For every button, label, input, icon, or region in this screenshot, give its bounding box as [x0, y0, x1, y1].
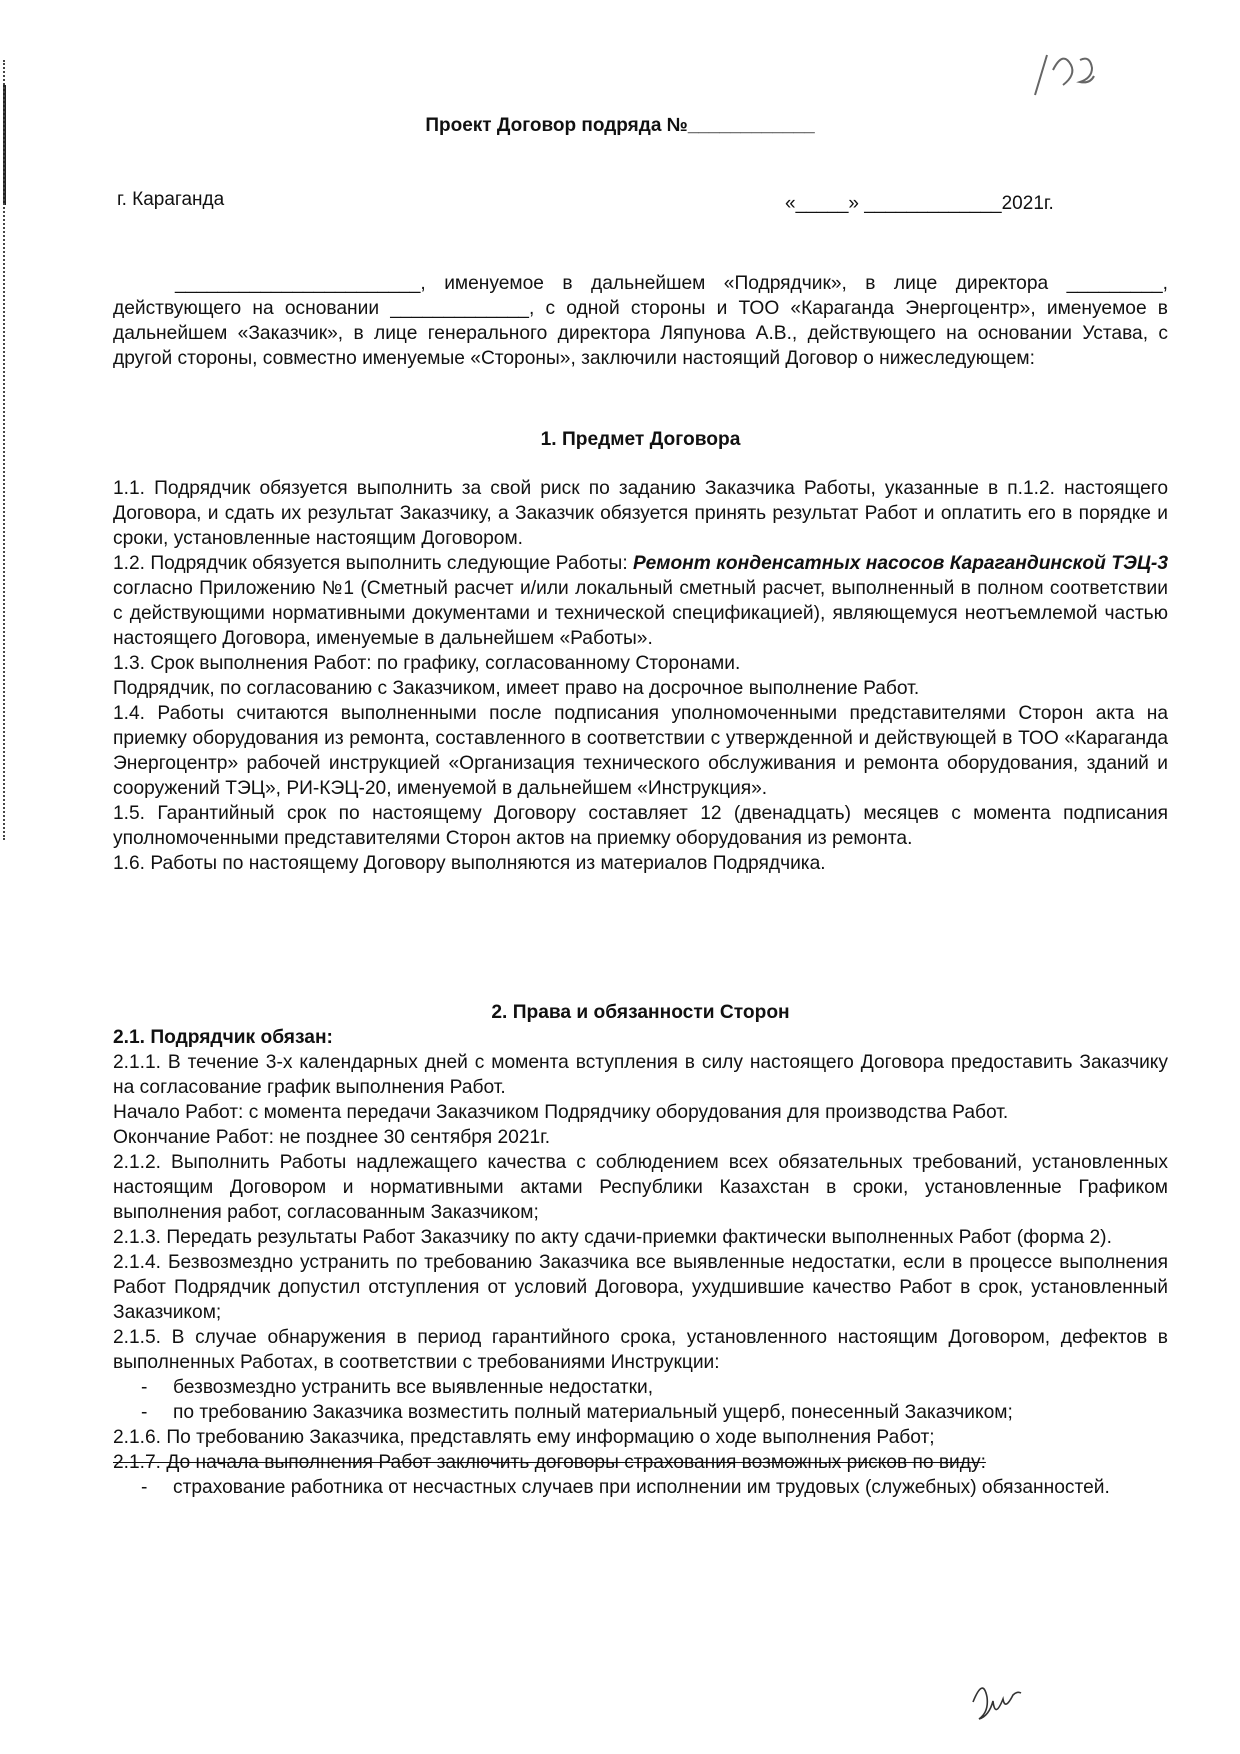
dash-marker: - [141, 1477, 148, 1498]
list-item [113, 1375, 1168, 1400]
clause-1-4: 1.4. Работы считаются выполненными после подписания уполномоченными представителями Сторон акта на приемку оборудования из ремонта, составленного в соответствии с утвержденной и действующей в ТОО «Караганда Энергоцентр» рабочей инструкцией «Организация технического обслуживания и ремонта оборудования, зданий и сооружений ТЭЦ», РИ-КЭЦ-20, именуемой в дальнейшем «Инструкция». [113, 703, 1168, 799]
work-end: Окончание Работ: не позднее 30 сентября 2021г. [113, 1127, 551, 1148]
section-1-heading: 1. Предмет Договора [540, 429, 741, 450]
date-label: «_____» _____________2021г. [785, 193, 1054, 214]
intro-paragraph: _______________________, именуемое в дальнейшем «Подрядчик», в лице директора _________, действующего на основании _____________, с одной стороны и ТОО «Караганда Энергоцентр», именуемое в дальнейшем «Заказчик», в лице генерального директора Ляпунова А.В., действующего на основании Устава, с другой стороны, совместно именуемые «Стороны», заключили настоящий Договор о нижеследующем: [113, 273, 1168, 369]
section-2-heading: 2. Права и обязанности Сторон [491, 1002, 790, 1023]
clause-1-6: 1.6. Работы по настоящему Договору выполняются из материалов Подрядчика. [113, 853, 826, 874]
work-start: Начало Работ: с момента передачи Заказчиком Подрядчику оборудования для производства Работ. [113, 1102, 1009, 1123]
clause-2-1-7: 2.1.7. До начала выполнения Работ заключить договоры страхования возможных рисков по виду: [113, 1452, 986, 1473]
clause-2-1-2: 2.1.2. Выполнить Работы надлежащего качества с соблюдением всех обязательных требований, установленных настоящим Договором и нормативными актами Республики Казахстан в сроки, установленные Графиком выполнения работ, согласованным Заказчиком; [113, 1152, 1168, 1223]
list-item [113, 1400, 1168, 1425]
list-item-text: страхование работника от несчастных случаев при исполнении им трудовых (служебных) обязанностей. [173, 1477, 1110, 1498]
list-item-text: безвозмездно устранить все выявленные недостатки, [173, 1377, 654, 1398]
clause-1-3: 1.3. Срок выполнения Работ: по графику, согласованному Сторонами. [113, 653, 741, 674]
subsection-2-1: 2.1. Подрядчик обязан: [113, 1027, 333, 1048]
clause-2-1-5: 2.1.5. В случае обнаружения в период гарантийного срока, установленного настоящим Договором, дефектов в выполненных Работах, в соответствии с требованиями Инструкции: [113, 1327, 1168, 1373]
clause-1-3-note: Подрядчик, по согласованию с Заказчиком, имеет право на досрочное выполнение Работ. [113, 678, 920, 699]
signature-initials [965, 1672, 1035, 1727]
section-1-body [113, 476, 1168, 876]
document-title: Проект Договор подряда №____________ [425, 115, 815, 136]
dash-marker: - [141, 1377, 148, 1398]
clause-1-2 [113, 551, 1168, 651]
clause-1-2-lead: 1.2. Подрядчик обязуется выполнить следующие Работы: [113, 553, 634, 574]
clause-2-1-3: 2.1.3. Передать результаты Работ Заказчику по акту сдачи-приемки фактически выполненных Работ (форма 2). [113, 1227, 1112, 1248]
scan-edge-dots [3, 60, 7, 840]
clause-2-1-4: 2.1.4. Безвозмездно устранить по требованию Заказчика все выявленные недостатки, если в процессе выполнения Работ Подрядчик допустил отступления от условий Договора, ухудшившие качество Работ в срок, установленный Заказчиком; [113, 1252, 1168, 1323]
clause-1-2-rest: согласно Приложению №1 (Сметный расчет и/или локальный сметный расчет, выполненный в полном соответствии с действующими нормативными документами и технической спецификацией), являющемуся неотъемлемой частью настоящего Договора, именуемые в дальнейшем «Работы». [113, 578, 1168, 649]
dash-marker: - [141, 1402, 148, 1423]
city-label: г. Караганда [117, 189, 225, 210]
handwritten-page-number [1025, 40, 1120, 100]
clause-1-1: 1.1. Подрядчик обязуется выполнить за свой риск по заданию Заказчика Работы, указанные в п.1.2. настоящего Договора, и сдать их результат Заказчику, а Заказчик обязуется принять результат Работ и оплатить его в порядке и сроки, установленные настоящим Договором. [113, 478, 1168, 549]
clause-2-1-1: 2.1.1. В течение 3-х календарных дней с момента вступления в силу настоящего Договора предоставить Заказчику на согласование график выполнения Работ. [113, 1052, 1168, 1098]
clause-1-2-work-title: Ремонт конденсатных насосов Карагандинской ТЭЦ-3 [633, 553, 1168, 574]
list-item-text: по требованию Заказчика возместить полный материальный ущерб, понесенный Заказчиком; [173, 1402, 1013, 1423]
clause-2-1-6: 2.1.6. По требованию Заказчика, представлять ему информацию о ходе выполнения Работ; [113, 1427, 935, 1448]
list-item [113, 1475, 1168, 1500]
section-2-body [113, 1025, 1168, 1500]
clause-1-5: 1.5. Гарантийный срок по настоящему Договору составляет 12 (двенадцать) месяцев с момента подписания уполномоченными представителями Сторон актов на приемку оборудования из ремонта. [113, 803, 1168, 849]
